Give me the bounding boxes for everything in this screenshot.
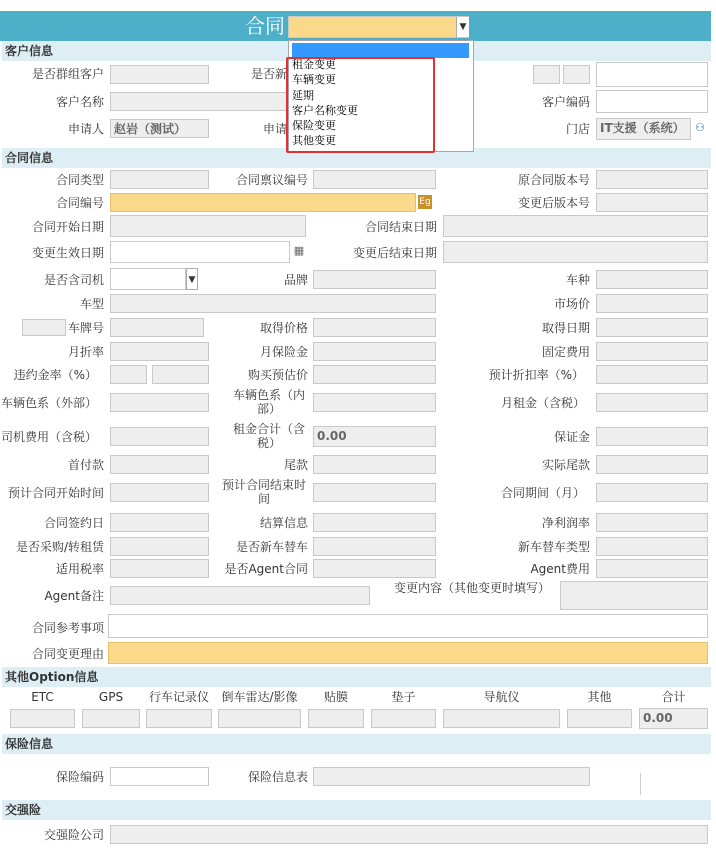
new-car-type-label: 新车替车类型 [517, 540, 590, 554]
option-header: ETC [31, 690, 54, 704]
car-kind-label: 车种 [565, 273, 590, 287]
store-field[interactable]: IT支援（系统） [596, 118, 691, 140]
new-end-date-label: 变更后结束日期 [352, 246, 437, 260]
tax-field[interactable] [110, 559, 209, 578]
proposal-no-label: 合同禀议编号 [235, 173, 308, 187]
option-header: 垫子 [391, 690, 416, 704]
agent-fee-field[interactable] [596, 559, 708, 578]
option-radar-field[interactable] [218, 709, 301, 728]
est-start-field[interactable] [110, 483, 209, 502]
section-insurance: 保险信息 [2, 734, 711, 754]
customer-code-field[interactable] [596, 90, 708, 113]
chevron-down-icon[interactable]: ▼ [186, 268, 198, 290]
contract-type-field[interactable] [110, 170, 209, 189]
option-header: 合计 [661, 690, 686, 704]
color-in-field[interactable] [313, 393, 436, 412]
applicant-field[interactable]: 赵岩（测试） [110, 119, 209, 138]
start-date-label: 合同开始日期 [31, 220, 104, 234]
section-compulsory: 交强险 [2, 800, 711, 820]
agent-note-label: Agent备注 [44, 589, 104, 603]
monthly-dep-label: 月折率 [67, 345, 104, 359]
est-end-field[interactable] [313, 483, 436, 502]
period-label: 合同期间（月） [500, 486, 585, 500]
dropdown-option[interactable]: 延期 [292, 89, 314, 102]
customer-code-label: 客户编码 [541, 95, 590, 109]
agent-contract-label: 是否Agent合同 [224, 562, 308, 576]
monthly-rent-label: 月租金（含税） [500, 396, 585, 410]
est-discount-field[interactable] [596, 365, 708, 384]
dropdown-option[interactable]: 客户名称变更 [292, 104, 358, 117]
orig-version-label: 原合同版本号 [517, 173, 590, 187]
down-payment-label: 首付款 [67, 458, 104, 472]
agent-contract-field[interactable] [313, 559, 436, 578]
color-out-field[interactable] [110, 393, 209, 412]
acq-price-field[interactable] [313, 318, 436, 337]
dropdown-option[interactable]: 其他变更 [292, 134, 336, 147]
option-dashcam-field[interactable] [146, 709, 212, 728]
monthly-ins-field[interactable] [313, 342, 436, 361]
dropdown-arrow-icon[interactable]: ▼ [456, 17, 469, 37]
monthly-rent-field[interactable] [596, 393, 708, 412]
color-out-label: 车辆色系（外部） [0, 396, 97, 410]
sign-date-label: 合同签约日 [43, 516, 104, 530]
down-payment-field[interactable] [110, 455, 209, 474]
with-driver-label: 是否含司机 [43, 273, 104, 287]
option-etc-field[interactable] [10, 709, 75, 728]
model-field[interactable] [110, 294, 436, 313]
page-title: 合同 [245, 14, 285, 38]
tax-label: 适用税率 [55, 562, 104, 576]
new-car-type-field[interactable] [596, 537, 708, 556]
option-header: 导航仪 [483, 690, 520, 704]
agent-fee-label: Agent费用 [530, 562, 590, 576]
car-kind-field[interactable] [596, 270, 708, 289]
org-tree-icon[interactable]: ⚇ [695, 121, 705, 134]
plate-prefix-field[interactable] [22, 319, 66, 336]
acq-price-label: 取得价格 [259, 321, 308, 335]
acq-date-label: 取得日期 [541, 321, 590, 335]
annotation-highlight-box [286, 57, 435, 153]
new-version-label: 变更后版本号 [517, 196, 590, 210]
est-start-label: 预计合同开始时间 [7, 486, 104, 500]
reference-label: 合同参考事项 [31, 621, 104, 635]
end-date-label: 合同结束日期 [364, 220, 437, 234]
plate-field[interactable] [110, 318, 204, 337]
insurance-table-field[interactable] [313, 767, 590, 786]
settle-label: 结算信息 [259, 516, 308, 530]
compulsory-company-label: 交强险公司 [43, 828, 104, 842]
proposal-no-field[interactable] [313, 170, 436, 189]
store-label: 门店 [565, 122, 590, 136]
calendar-icon[interactable]: ▦ [293, 244, 305, 257]
customer-name-field[interactable] [110, 92, 290, 111]
change-content-label: 变更内容（其他变更时填写） [393, 581, 550, 595]
change-reason-label: 合同变更理由 [31, 647, 104, 661]
market-price-label: 市场价 [553, 297, 590, 311]
insurance-code-label: 保险编码 [55, 770, 104, 784]
penalty-field-a[interactable] [110, 365, 147, 384]
is-group-label: 是否群组客户 [31, 67, 104, 81]
option-header: 倒车雷达/影像 [221, 690, 298, 704]
purchase-transfer-label: 是否采购/转租赁 [15, 540, 104, 554]
balloon-field[interactable] [313, 455, 436, 474]
option-navi-field[interactable] [443, 709, 560, 728]
monthly-ins-label: 月保险金 [259, 345, 308, 359]
deposit-label: 保证金 [553, 430, 590, 444]
purchase-est-field[interactable] [313, 365, 436, 384]
color-in-label: 车辆色系（内部） [232, 388, 305, 416]
option-header: GPS [98, 690, 124, 704]
sign-date-field[interactable] [110, 513, 209, 532]
new-version-field[interactable] [596, 193, 708, 212]
model-label: 车型 [79, 297, 104, 311]
option-header: 贴膜 [323, 690, 348, 704]
contract-type-label: 合同类型 [55, 173, 104, 187]
option-gps-field[interactable] [82, 709, 140, 728]
is-new-label: 是否新 [250, 67, 287, 81]
actual-balloon-label: 实际尾款 [541, 458, 590, 472]
est-end-label: 预计合同结束时间 [221, 478, 306, 506]
divider [640, 773, 641, 795]
start-date-field[interactable] [110, 215, 306, 237]
checkbox-a[interactable] [533, 65, 560, 84]
end-date-field[interactable] [443, 215, 708, 237]
agent-note-field[interactable] [110, 586, 370, 605]
fixed-cost-label: 固定费用 [541, 345, 590, 359]
insurance-table-label: 保险信息表 [247, 770, 308, 784]
net-profit-field[interactable] [596, 513, 708, 532]
orig-version-field[interactable] [596, 170, 708, 189]
section-contract: 合同信息 [2, 148, 711, 168]
new-end-date-field[interactable] [443, 241, 708, 263]
change-reason-field[interactable] [108, 642, 708, 664]
lookup-icon[interactable]: Eg [419, 197, 431, 207]
section-customer: 客户信息 [2, 41, 711, 61]
purchase-est-label: 购买预估价 [247, 368, 308, 382]
new-car-field[interactable] [313, 537, 436, 556]
is-new-field[interactable] [596, 62, 708, 87]
section-options: 其他Option信息 [2, 667, 711, 687]
contract-no-label: 合同编号 [55, 196, 104, 210]
rent-total-field[interactable]: 0.00 [313, 426, 436, 447]
penalty-field-b[interactable] [152, 365, 209, 384]
market-price-field[interactable] [596, 294, 708, 313]
customer-name-label: 客户名称 [55, 95, 104, 109]
acq-date-field[interactable] [596, 318, 708, 337]
insurance-code-field[interactable] [110, 767, 209, 786]
dropdown-option[interactable]: 保险变更 [292, 119, 336, 132]
applicant-label: 申请人 [67, 122, 104, 136]
penalty-label: 违约金率（%） [13, 368, 97, 382]
change-content-field[interactable] [560, 581, 708, 610]
is-group-field[interactable] [110, 65, 209, 84]
actual-balloon-field[interactable] [596, 455, 708, 474]
driver-fee-label: 司机费用（含税） [0, 430, 97, 444]
apply-date-label: 申请 [262, 122, 287, 136]
monthly-dep-field[interactable] [110, 342, 209, 361]
option-total-field[interactable]: 0.00 [639, 708, 708, 729]
option-header: 行车记录仪 [148, 690, 209, 704]
dropdown-option-selected[interactable] [292, 43, 469, 58]
option-film-field[interactable] [308, 709, 364, 728]
purchase-transfer-field[interactable] [110, 537, 209, 556]
period-field[interactable] [596, 483, 708, 502]
deposit-field[interactable] [596, 427, 708, 446]
net-profit-label: 净利润率 [541, 516, 590, 530]
driver-fee-field[interactable] [110, 427, 209, 446]
contract-type-select[interactable] [288, 16, 469, 38]
fixed-cost-field[interactable] [596, 342, 708, 361]
option-header: 其他 [587, 690, 612, 704]
effective-date-label: 变更生效日期 [31, 246, 104, 260]
rent-total-label: 租金合计（含税） [232, 422, 305, 450]
settle-field[interactable] [313, 513, 436, 532]
dropdown-option[interactable]: 车辆变更 [292, 73, 336, 86]
balloon-label: 尾款 [283, 458, 308, 472]
effective-date-field[interactable] [110, 241, 290, 263]
option-mat-field[interactable] [371, 709, 436, 728]
est-discount-label: 预计折扣率（%） [488, 368, 584, 382]
contract-no-field[interactable] [110, 193, 416, 212]
reference-field[interactable] [108, 614, 708, 638]
brand-field[interactable] [313, 270, 436, 289]
option-other-field[interactable] [567, 709, 632, 728]
dropdown-option[interactable]: 租金变更 [292, 58, 336, 71]
checkbox-b[interactable] [563, 65, 590, 84]
with-driver-select[interactable] [110, 268, 186, 290]
new-car-label: 是否新车替车 [235, 540, 308, 554]
plate-label: 车牌号 [67, 321, 104, 335]
compulsory-company-field[interactable] [110, 825, 708, 844]
brand-label: 品牌 [283, 273, 308, 287]
